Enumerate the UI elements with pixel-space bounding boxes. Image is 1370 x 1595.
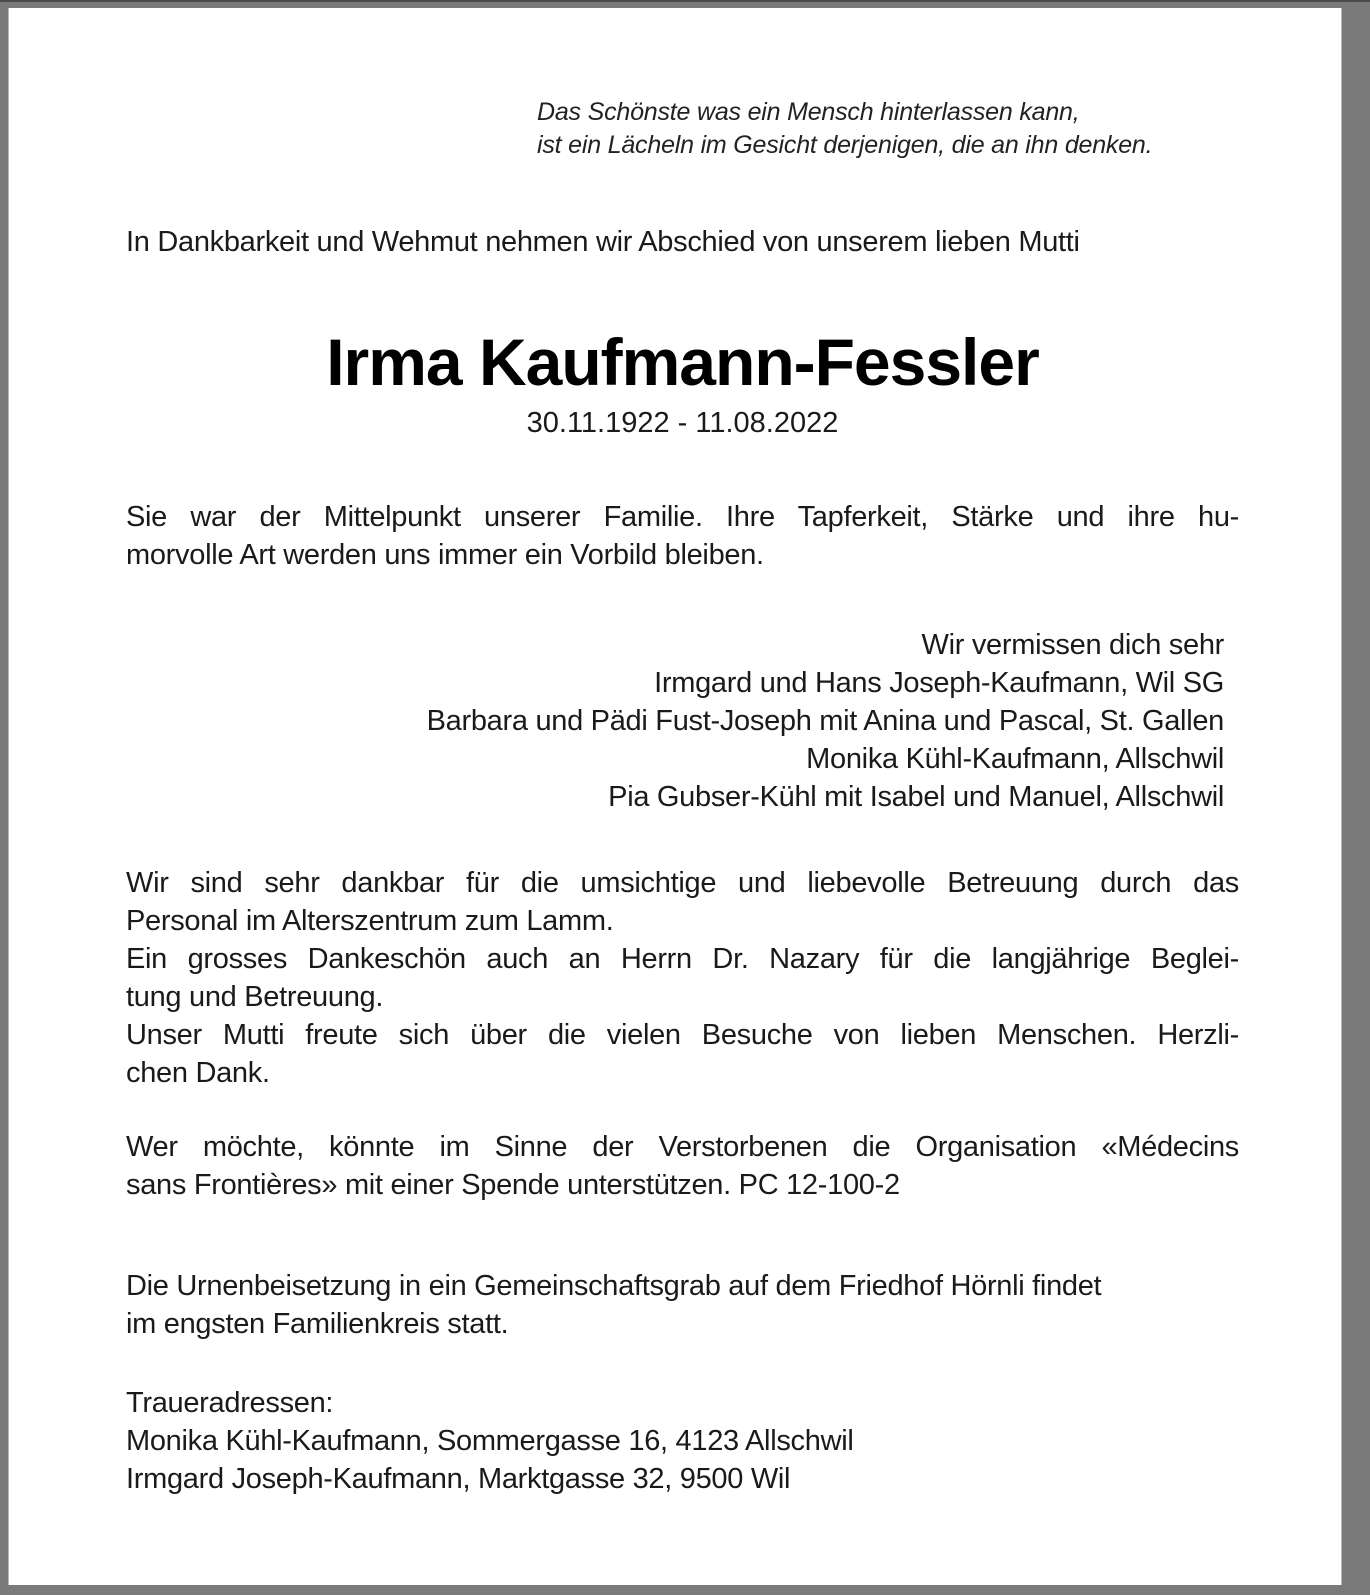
tribute-paragraph: [126, 498, 1239, 574]
thanks-line: Personal im Alterszentrum zum Lamm.: [126, 905, 614, 937]
mourner-entry: Pia Gubser-Kühl mit Isabel und Manuel, Allschwil: [608, 781, 1224, 813]
mourner-entry: Monika Kühl-Kaufmann, Allschwil: [806, 743, 1224, 775]
burial-line: Die Urnenbeisetzung in ein Gemeinschaftsgrab auf dem Friedhof Hörnli findet: [126, 1270, 1102, 1302]
address-entry: Monika Kühl-Kaufmann, Sommergasse 16, 4123 Allschwil: [126, 1425, 854, 1457]
burial-line: im engsten Familienkreis statt.: [126, 1308, 509, 1340]
tribute-line: morvolle Art werden uns immer ein Vorbild bleiben.: [126, 539, 764, 571]
motto-line: ist ein Lächeln im Gesicht derjenigen, die an ihn denken.: [537, 131, 1153, 159]
donation-paragraph: [126, 1128, 1239, 1204]
thanks-line: Unser Mutti freute sich über die vielen Besuche von lieben Menschen. Herzli-: [126, 1019, 1239, 1051]
donation-line: sans Frontières» mit einer Spende unterstützen. PC 12-100-2: [126, 1169, 900, 1201]
address-entry: Irmgard Joseph-Kaufmann, Marktgasse 32, 9500 Wil: [126, 1463, 791, 1495]
motto-line: Das Schönste was ein Mensch hinterlassen kann,: [537, 98, 1080, 126]
thanks-line: tung und Betreuung.: [126, 981, 384, 1013]
addresses-block: [126, 1384, 1239, 1498]
thanks-line: Wir sind sehr dankbar für die umsichtige und liebevolle Betreuung durch das: [126, 867, 1239, 899]
mourner-entry: Irmgard und Hans Joseph-Kaufmann, Wil SG: [654, 667, 1224, 699]
donation-line: Wer möchte, könnte im Sinne der Verstorbenen die Organisation «Médecins: [126, 1131, 1239, 1163]
mourner-entry: Barbara und Pädi Fust-Joseph mit Anina und Pascal, St. Gallen: [426, 705, 1224, 737]
motto-quote: [537, 96, 1152, 162]
addresses-heading: Traueradressen:: [126, 1387, 334, 1419]
deceased-name: Irma Kaufmann-Fessler: [326, 325, 1039, 399]
viewer-top-edge: [0, 0, 1370, 2]
intro-text: In Dankbarkeit und Wehmut nehmen wir Abschied von unserem lieben Mutti: [126, 226, 1080, 258]
thanks-paragraph: [126, 864, 1239, 1092]
thanks-line: Ein grosses Dankeschön auch an Herrn Dr. Nazary für die langjährige Beglei-: [126, 943, 1239, 975]
signature-heading: Wir vermissen dich sehr: [921, 629, 1224, 661]
obituary-page: [8, 8, 1342, 1585]
tribute-line: Sie war der Mittelpunkt unserer Familie. Ihre Tapferkeit, Stärke und ihre hu-: [126, 501, 1239, 533]
life-dates: 30.11.1922 - 11.08.2022: [526, 407, 839, 439]
thanks-line: chen Dank.: [126, 1057, 270, 1089]
burial-paragraph: [126, 1267, 1239, 1343]
mourners-signature: [427, 626, 1224, 816]
